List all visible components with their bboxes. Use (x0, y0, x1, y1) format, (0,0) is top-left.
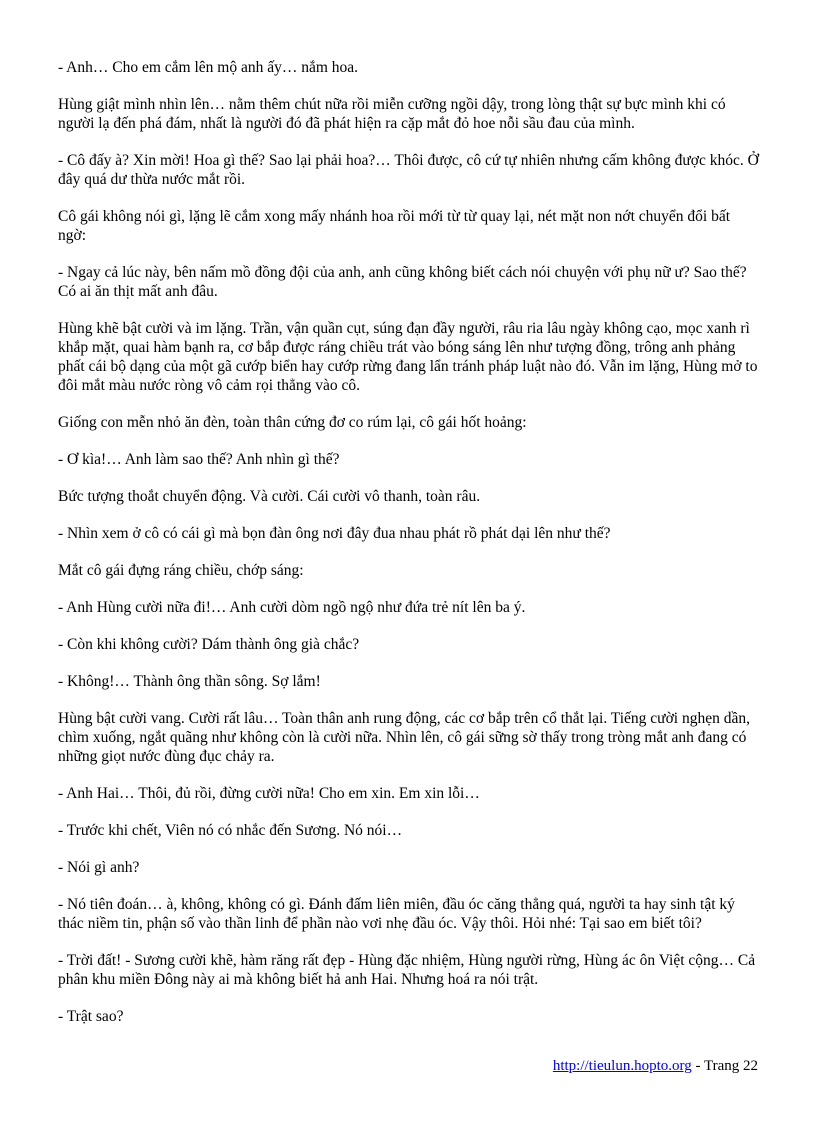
paragraph: - Ơ kìa!… Anh làm sao thế? Anh nhìn gì thế? (58, 451, 340, 468)
paragraph: - Anh… Cho em cắm lên mộ anh ấy… nắm hoa. (58, 59, 359, 76)
paragraph: - Ngay cả lúc này, bên nấm mồ đồng đội của anh, anh cũng không biết cách nói chuyện với phụ nữ ư? Sao thế? Có ai ăn thịt mất anh đâu. (58, 264, 747, 300)
paragraph: - Nói gì anh? (58, 859, 140, 876)
paragraph: - Trời đất! - Sương cười khẽ, hàm răng rất đẹp - Hùng đặc nhiệm, Hùng người rừng, Hùng ác ôn Việt cộng… Cả phân khu miền Đông này ai mà không biết hả anh Hai. Nhưng hoá ra nói trật. (58, 952, 756, 988)
paragraph: Hùng giật mình nhìn lên… nằm thêm chút nữa rồi miễn cưỡng ngồi dậy, trong lòng thật sự bực mình khi có người lạ đến phá đám, nhất là người đó đã phát hiện ra cặp mắt đỏ hoe nỗi sầu đau của mình. (58, 96, 726, 132)
page-number: - Trang 22 (691, 1058, 758, 1074)
paragraph: - Anh Hai… Thôi, đủ rồi, đừng cười nữa! Cho em xin. Em xin lỗi… (58, 785, 480, 802)
paragraph: - Anh Hùng cười nữa đi!… Anh cười dòm ngồ ngộ như đứa trẻ nít lên ba ý. (58, 599, 526, 616)
paragraph: - Không!… Thành ông thần sông. Sợ lắm! (58, 673, 321, 690)
paragraph: Cô gái không nói gì, lặng lẽ cắm xong mấy nhánh hoa rồi mới từ từ quay lại, nét mặt non nớt chuyển đổi bất ngờ: (58, 208, 731, 244)
paragraph: - Trước khi chết, Viên nó có nhắc đến Sương. Nó nói… (58, 822, 403, 839)
paragraph: Hùng khẽ bật cười và im lặng. Trần, vận quần cụt, súng đạn đầy người, râu ria lâu ngày không cạo, mọc xanh rì khắp mặt, quai hàm bạnh ra, cơ bắp được ráng chiều trát vào bóng sáng lên như tượng đồng, trông anh phảng phất cái bộ dạng của một gã cướp biển hay cướp rừng đang lẩn tránh pháp luật nào đó. Vẫn im lặng, Hùng mở to đôi mắt màu nước ròng vô cảm rọi thẳng vào cô. (58, 320, 758, 394)
paragraph: - Nhìn xem ở cô có cái gì mà bọn đàn ông nơi đây đua nhau phát rồ phát dại lên như thế? (58, 525, 611, 542)
paragraph: - Trật sao? (58, 1008, 124, 1025)
page-body (58, 58, 760, 1044)
paragraph: Mắt cô gái đựng ráng chiều, chớp sáng: (58, 562, 304, 579)
paragraph: Hùng bật cười vang. Cười rất lâu… Toàn thân anh rung động, các cơ bắp trên cổ thắt lại. Tiếng cười nghẹn dần, chìm xuống, ngắt quãng như không còn là cười nữa. Nhìn lên, cô gái sững sờ thấy trong tròng mắt anh đang có những giọt nước đùng đục chảy ra. (58, 710, 750, 765)
paragraph: - Còn khi không cười? Dám thành ông già chắc? (58, 636, 360, 653)
paragraph: Bức tượng thoắt chuyển động. Và cười. Cái cười vô thanh, toàn râu. (58, 488, 481, 505)
paragraph: - Cô đấy à? Xin mời! Hoa gì thế? Sao lại phải hoa?… Thôi được, cô cứ tự nhiên nhưng cấm không được khóc. Ở đây quá dư thừa nước mắt rồi. (58, 152, 759, 188)
paragraph: Giống con mễn nhỏ ăn đèn, toàn thân cứng đơ co rúm lại, cô gái hốt hoảng: (58, 414, 527, 431)
source-link[interactable]: http://tieulun.hopto.org (552, 1058, 692, 1074)
paragraph: - Nó tiên đoán… à, không, không có gì. Đánh đấm liên miên, đầu óc căng thẳng quá, người ta hay sinh tật ký thác niềm tin, phận số vào thần linh để phần nào vơi nhẹ đầu óc. Vậy thôi. Hỏi nhé: Tại sao em biết tôi? (58, 896, 735, 932)
page-footer (553, 1057, 758, 1076)
